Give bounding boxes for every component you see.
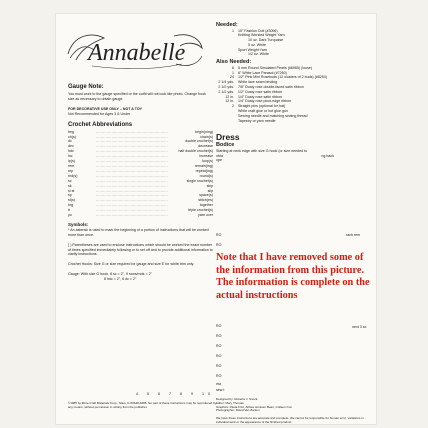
- item-quantity: 12 in.: [225, 94, 234, 99]
- abbreviation-key: lp(s): [68, 159, 75, 164]
- symbols-heading: Symbols:: [68, 221, 89, 227]
- credit-line: Designed by: Roberta J. Snock: [216, 397, 258, 401]
- fragment-row-5: RO: [216, 344, 222, 348]
- item-description: Sewing needle and matching sewing thread: [238, 113, 308, 118]
- fragment-row-4: RO: [216, 334, 222, 338]
- bodice-line-2: obta: [216, 153, 223, 158]
- right-column: [216, 22, 371, 163]
- item-description: Sport Weight Yarn: [238, 47, 267, 52]
- abbreviation-value: stitch(es): [198, 198, 213, 203]
- abbreviation-key: sk: [68, 183, 72, 188]
- fragment-row-3: RO: [216, 324, 222, 328]
- item-description: 6" White Lace Parasol (#7260): [238, 70, 287, 75]
- credit-line: Photographer: David Van Zanten: [216, 408, 260, 413]
- abbreviation-value: remain(ing): [194, 163, 213, 168]
- fragment-sew: sew t: [216, 388, 225, 392]
- fragment-row-7: RO: [216, 364, 222, 368]
- item-quantity: 1: [232, 28, 234, 33]
- item-quantity: 2 1/2 yds.: [218, 84, 234, 89]
- bodice-line-1: Starting at neck edge with size G hook (or size needed to: [216, 148, 308, 153]
- credits-block: [216, 398, 366, 413]
- item-description: 15" Fashion Doll (#3096): [238, 28, 278, 33]
- credit-line: Graphics: Paula Fritz, Althea Jenssen Bean, Colleen Cox: [216, 404, 292, 409]
- abbreviation-value: half double crochet(s): [178, 149, 213, 154]
- abbreviation-key: rnd(s): [68, 173, 78, 178]
- abbreviations-list: [68, 130, 213, 218]
- abbreviation-key: rem: [68, 163, 75, 168]
- abbreviation-value: triple crochet(s): [188, 208, 213, 213]
- abbreviation-leader: [96, 213, 197, 218]
- abbreviation-key: hdc: [68, 149, 74, 154]
- abbreviation-row: [68, 213, 213, 218]
- credit-line: Editor: Mary Thomas: [216, 400, 244, 405]
- item-description: Straight pins (optional for hat): [238, 104, 286, 109]
- item-description: 7/8" Dusty rose double-faced satin ribbon: [238, 84, 304, 89]
- fragment-row-2: RO: [216, 243, 222, 247]
- decorative-use-text: FOR DECORATIVE USE ONLY – NOT A TOY: [68, 106, 143, 111]
- needed-list: [216, 29, 371, 58]
- logo-script-icon: [64, 24, 206, 74]
- bodice-line-2b: ng back: [321, 153, 334, 158]
- abbreviation-key: beg: [68, 129, 74, 134]
- item-description: White craft glue or hot glue gun: [238, 108, 288, 113]
- removed-info-notice: Note that I have removed some of the information from this picture. The information is complete on the actual instructions: [216, 252, 370, 301]
- abbreviation-value: increase: [199, 154, 213, 159]
- item-description: Tapestry or yarn needle: [238, 118, 276, 123]
- footer-disclaimer: We have these instructions are accurate and complete. We cannot be responsible for human error, variations in individual work or the appearance of the finished product.: [216, 416, 364, 424]
- not-recommended-text: Not Recommended for Ages 3 & Under: [68, 111, 131, 116]
- needed-item: [216, 52, 371, 57]
- abbreviation-value: begin(ning): [195, 129, 213, 134]
- item-description: 5 mm Round Simulated Pearls (#6965) (loose): [238, 65, 313, 70]
- item-quantity: [216, 119, 238, 124]
- copyright-text: ©1985 by Fibre-Craft Materials Corp., Niles, IL 60648-4686. No part of these instructions may be reproduced by any means, without permission in writing from the publisher.: [68, 401, 217, 409]
- item-description: 10 oz. Dark Turquoise: [248, 38, 284, 43]
- abbreviation-key: st(s): [68, 198, 75, 203]
- abbreviation-key: sc: [68, 178, 72, 183]
- size-numbers: 4 5 6 7 8 9 10: [136, 392, 214, 396]
- abbreviation-key: rep: [68, 168, 74, 173]
- dress-heading: Dress: [216, 132, 240, 143]
- item-description: 5 oz. White: [248, 42, 266, 47]
- item-quantity: 24: [230, 75, 234, 80]
- item-quantity: 1: [232, 70, 234, 75]
- needed-heading: Needed:: [216, 22, 238, 28]
- abbreviation-key: yo: [68, 213, 72, 218]
- abbreviation-value: round(s): [199, 173, 213, 178]
- gauge-line-1: Gauge: With size G hook, 8 sc = 2", 9 rows/rnds = 2": [68, 272, 152, 277]
- item-quantity: 2: [232, 104, 234, 109]
- abbreviation-key: dec: [68, 144, 74, 149]
- abbreviation-key: sl st: [68, 188, 75, 193]
- fragment-next-sc: next 3 sc: [352, 325, 367, 329]
- gauge-note-heading: Gauge Note:: [68, 84, 104, 90]
- abbreviation-key: tog: [68, 203, 73, 208]
- pattern-page: [56, 14, 376, 424]
- fragment-row-1: RO: [216, 233, 222, 237]
- annabelle-logo: [64, 24, 206, 74]
- crochet-hooks-text: Crochet Hooks: Size G or size required for gauge and size E for white trim only.: [68, 262, 195, 267]
- abbreviation-value: yarn over: [198, 213, 213, 218]
- fragment-ma: ma: [216, 382, 221, 386]
- abbreviation-value: skip: [206, 183, 213, 188]
- abbreviation-value: slip: [207, 188, 213, 193]
- abbreviation-key: inc: [68, 154, 73, 159]
- item-quantity: 12 in.: [225, 99, 234, 104]
- abbreviation-key: ch(s): [68, 134, 76, 139]
- symbols-asterisk-text: * An asterisk is used to mark the beginning of a portion of instructions that will be worked more than once.: [68, 227, 209, 237]
- abbreviation-key: tr: [68, 208, 71, 213]
- item-description: 1/2" Pink Mini Rosebuds (12 clusters of 2 buds) (#8254): [238, 75, 327, 80]
- bodice-line-3: ope: [216, 158, 222, 163]
- also-needed-heading: Also Needed:: [216, 59, 252, 66]
- gauge-line-2: 8 hdc = 2", 6 dc = 2": [104, 277, 137, 282]
- abbreviation-key: dc: [68, 139, 72, 144]
- item-description: 1/4" Dusty rose satin ribbon: [238, 94, 283, 99]
- item-description: 1/4" Dusty rose picot-edge ribbon: [238, 99, 292, 104]
- abbreviation-key: sp: [68, 193, 72, 198]
- item-quantity: 2 1/4 yds.: [218, 80, 234, 85]
- item-quantity: [216, 52, 238, 57]
- item-description: 1/2" Dusty rose satin ribbon: [238, 89, 283, 94]
- fragment-row-6: RO: [216, 354, 222, 358]
- abbreviation-value: together: [199, 203, 213, 208]
- fragment-each-remaining: rach rem: [346, 233, 361, 237]
- item-description: White lace seam binding: [238, 80, 278, 85]
- abbreviation-value: loop(s): [202, 159, 213, 164]
- item-description: Knitting Worsted Weight Yarn: [238, 33, 285, 38]
- abbreviation-value: decrease: [198, 144, 213, 149]
- also-needed-list: [216, 66, 371, 124]
- abbreviation-value: repeat(ing): [195, 168, 213, 173]
- item-description: 1/2 oz. White: [248, 52, 269, 57]
- fragment-row-8: RO: [216, 374, 222, 378]
- abbreviation-value: double crochet(s): [185, 139, 213, 144]
- abbreviation-value: chain(s): [200, 134, 213, 139]
- bodice-heading: Bodice: [216, 142, 235, 149]
- logo-text: Annabelle: [88, 40, 186, 66]
- abbreviation-value: space(s): [199, 193, 213, 198]
- also-needed-item: [216, 119, 371, 124]
- abbreviations-heading: Crochet Abbreviations: [68, 121, 133, 128]
- symbols-parentheses-text: ( ) Parentheses are used to enclose instructions which should be worked the exact number of times specified immediately following or to set off and to provide additional information to clarify instructions.: [68, 242, 213, 257]
- abbreviation-value: single crochet(s): [186, 178, 213, 183]
- gauge-note-text: You must work to the gauge specified or the outfit will not look like photo. Change hook size as necessary to obtain gauge.: [68, 92, 206, 101]
- left-column: [68, 84, 213, 287]
- item-quantity: 6: [232, 65, 234, 70]
- item-quantity: 2 1/2 yds.: [218, 89, 234, 94]
